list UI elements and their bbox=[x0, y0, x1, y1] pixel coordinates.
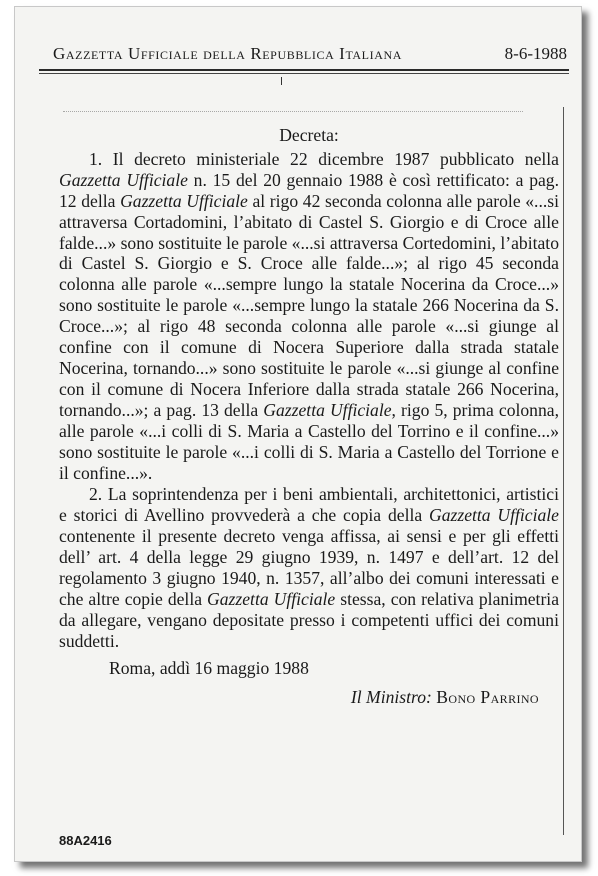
decree-body bbox=[59, 125, 559, 707]
document-page bbox=[14, 6, 582, 862]
text-run: contenente il presente decreto venga affissa, ai sensi e per gli effetti dell’ art. 4 della legge 29 giugno 1939, n. 1497 e dell’art. 12 del regolamento 3 giugno 1940, n. 1357, all’albo dei comuni interessati e che altre copie della bbox=[59, 526, 559, 609]
text-run: , rigo 5, prima colonna, alle parole «...i colli di S. Maria a Castello del Torrino e il confine...» sono sostituite le parole «...i colli di S. Maria a Castello del Torrione e il confine...». bbox=[59, 399, 559, 483]
page-tick-mark bbox=[281, 77, 282, 85]
column-rule bbox=[563, 107, 564, 835]
signature-line bbox=[59, 687, 559, 708]
decree-paragraph-2 bbox=[59, 484, 559, 651]
header-rule bbox=[39, 73, 569, 74]
text-run: stessa, con relativa planimetria da allegare, vengano depositate presso i competenti uffici dei comuni suddetti. bbox=[59, 588, 560, 651]
italic-run: Gazzetta Ufficiale bbox=[429, 505, 559, 526]
cropped-text-line bbox=[63, 111, 523, 116]
text-run: 1. Il decreto ministeriale 22 dicembre 1987 pubblicato nella bbox=[89, 148, 559, 169]
italic-run: Gazzetta Ufficiale bbox=[207, 588, 336, 609]
italic-run: Gazzetta Ufficiale bbox=[59, 169, 188, 190]
gazette-header bbox=[39, 35, 569, 71]
signature-name: Bono Parrino bbox=[436, 686, 539, 707]
italic-run: Gazzetta Ufficiale bbox=[263, 399, 392, 420]
italic-run: Gazzetta Ufficiale bbox=[120, 190, 248, 211]
text-run: al rigo 42 seconda colonna alle parole «...si attraversa Cortadomini, l’abitato di Castel S. Giorgio e di Croce alle falde...» sono sostituite le parole «...si attraversa Cortedomini, l’abitato di Castel S. Giorgio e S. Croce alle falde...»; al rigo 45 seconda colonna alle parole «...sempre lungo la statale Nocerina da Croce...» sono sostituite le parole «...sempre lungo la statale 266 Nocerina da S. Croce...»; al rigo 48 seconda colonna alle parole «...si giunge al confine con il comune di Nocera Superiore dalla strada statale Nocerina, tornando...» sono sostituite le parole «...si giunge al confine con il comune di Nocera Inferiore dalla strada statale 266 Nocerina, tornando...»; a pag. 13 della bbox=[59, 190, 559, 420]
text-run: n. 15 del 20 gennaio 1988 è così rettificato: a pag. 12 della bbox=[59, 169, 560, 211]
signature-role: Il Ministro: bbox=[350, 686, 432, 707]
text-run: 2. La soprintendenza per i beni ambientali, architettonici, artistici e storici di Avellino provvederà a che copia della bbox=[59, 484, 559, 526]
gazette-title: Gazzetta Ufficiale della Repubblica Italiana bbox=[53, 44, 403, 63]
decree-heading: Decreta: bbox=[279, 125, 339, 145]
issue-date: 8-6-1988 bbox=[504, 44, 567, 63]
document-code: 88A2416 bbox=[59, 833, 112, 848]
place-and-date: Roma, addì 16 maggio 1988 bbox=[109, 657, 309, 678]
decree-paragraph-1 bbox=[59, 149, 559, 484]
